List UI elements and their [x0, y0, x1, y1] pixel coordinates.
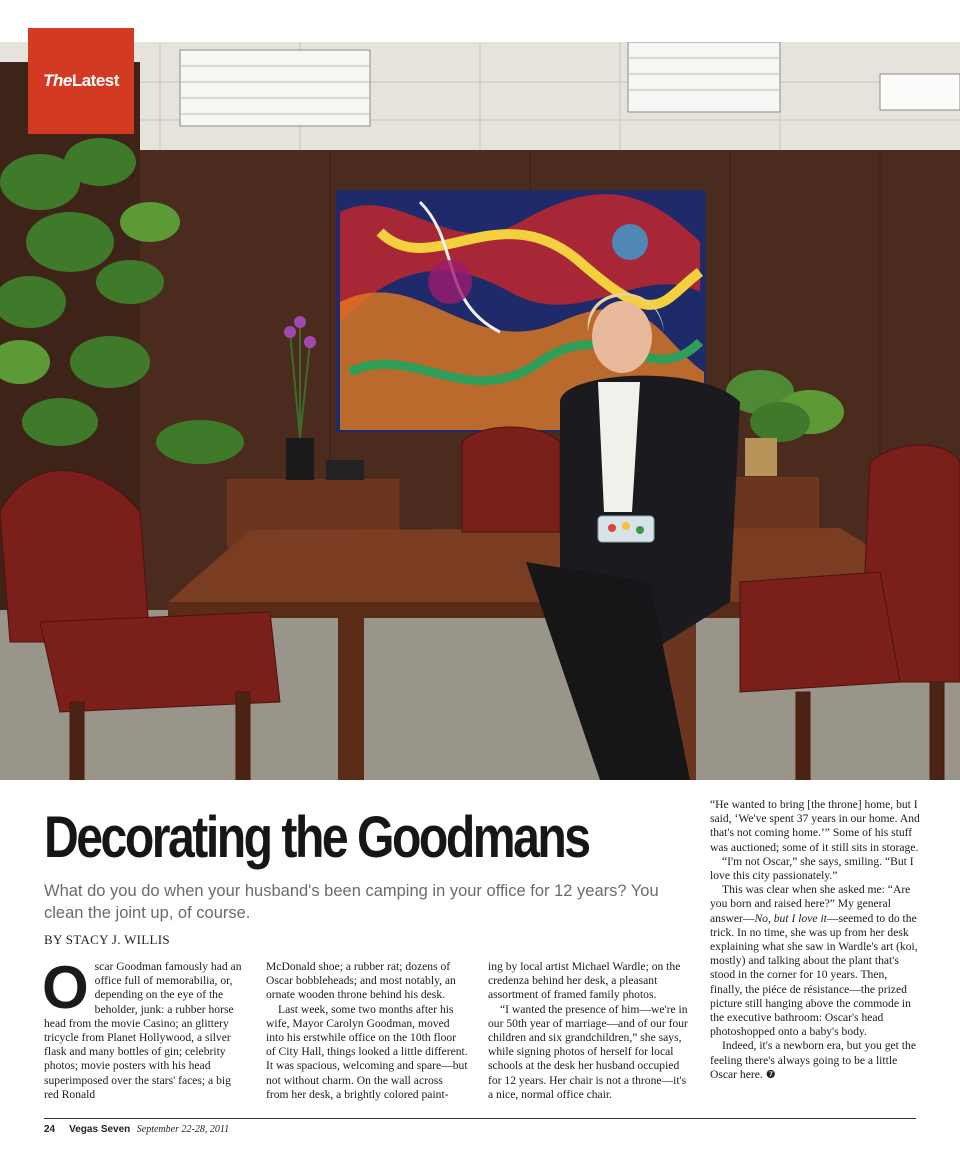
- column-4-paragraph-4: [710, 1039, 920, 1082]
- drop-cap: O: [42, 954, 89, 1021]
- column-4-paragraph-1: “He wanted to bring [the throne] home, but I said, ‘We've spent 37 years in our home. And that's not coming home.’” Some of his stuff was auctioned; some of it still sits in storage.: [710, 798, 920, 854]
- article-byline: BY STACY J. WILLIS: [44, 932, 170, 947]
- column-4-paragraph-2: “I'm not Oscar,” she says, smiling. “But I love this city passionately.”: [710, 854, 914, 883]
- column-1-paragraph: scar Goodman famously had an office full of memorabilia, or, depending on the eye of the beholder, junk: a rubber horse head from the movie Casino; an glittery tricycle from Planet Hollywood, a silver flask and many bottles of gin; celebrity photos; movie posters with his head superimposed over the stars' faces; a big red Ronald: [44, 960, 242, 1101]
- hero-photo: [0, 42, 960, 780]
- column-2-paragraph-1: McDonald shoe; a rubber rat; dozens of Oscar bobbleheads; and most notably, an ornate wooden throne behind his desk.: [266, 960, 456, 1002]
- issue-date: September 22-28, 2011: [136, 1124, 230, 1135]
- column-3-paragraph-1: ing by local artist Michael Wardle; on the credenza behind her desk, a pleasant assortment of framed family photos.: [488, 960, 681, 1002]
- column-2-paragraph-2: Last week, some two months after his wife, Mayor Carolyn Goodman, moved into his erstwhile office on the 10th floor of City Hall, things looked a little different. It was spacious, welcoming and spare—but not without charm. On the wall across from her desk, a brightly colored paint-: [266, 1002, 468, 1101]
- office-scene-illustration: [0, 42, 960, 780]
- paragraph-3-italic: No, but I love it: [754, 911, 827, 925]
- column-3: [488, 960, 690, 1102]
- column-3-paragraph-2: “I wanted the presence of him—we're in our 50th year of marriage—and of our four children and six grandchildren,” she says, while signing photos of herself for local schools at the desk her husband occupied for 12 years. Her chair is not a throne—it's a nice, normal office chair.: [488, 1002, 688, 1101]
- section-kicker: [28, 28, 134, 134]
- page-number: 24: [44, 1124, 56, 1135]
- column-2: [266, 960, 468, 1102]
- column-4: [710, 798, 920, 1082]
- closing-text: Indeed, it's a newborn era, but you get the feeling there's always going to be a little Oscar here.: [710, 1039, 916, 1081]
- paragraph-3-part-c: —seemed to do the trick. In no time, she was up from her desk explaining what she saw in Wardle's art (koi, mostly) and talking about the plant that's stood in the corner for 10 years. Then, finally, the piéce de résistance—the prized picture still hanging above the commode in the executive bathroom: Oscar's head photoshopped onto a baby's body.: [710, 911, 918, 1039]
- article-dek: What do you do when your husband's been camping in your office for 12 years? You clean the joint up, of course.: [44, 882, 659, 922]
- publication-name: Vegas Seven: [69, 1124, 131, 1135]
- footer-rule: [44, 1118, 916, 1119]
- article-headline: Decorating the Goodmans: [44, 805, 589, 870]
- page-folio: [44, 1124, 229, 1135]
- column-1: [42, 954, 246, 1102]
- kicker-latest: Latest: [71, 71, 119, 90]
- end-mark-icon: ❼: [765, 1067, 776, 1081]
- column-4-paragraph-3: [710, 883, 920, 1039]
- paragraph-3-part-a: This was clear when she asked me: “Are you born and raised here?” My general answer—: [710, 883, 911, 925]
- kicker-the: The: [43, 71, 72, 90]
